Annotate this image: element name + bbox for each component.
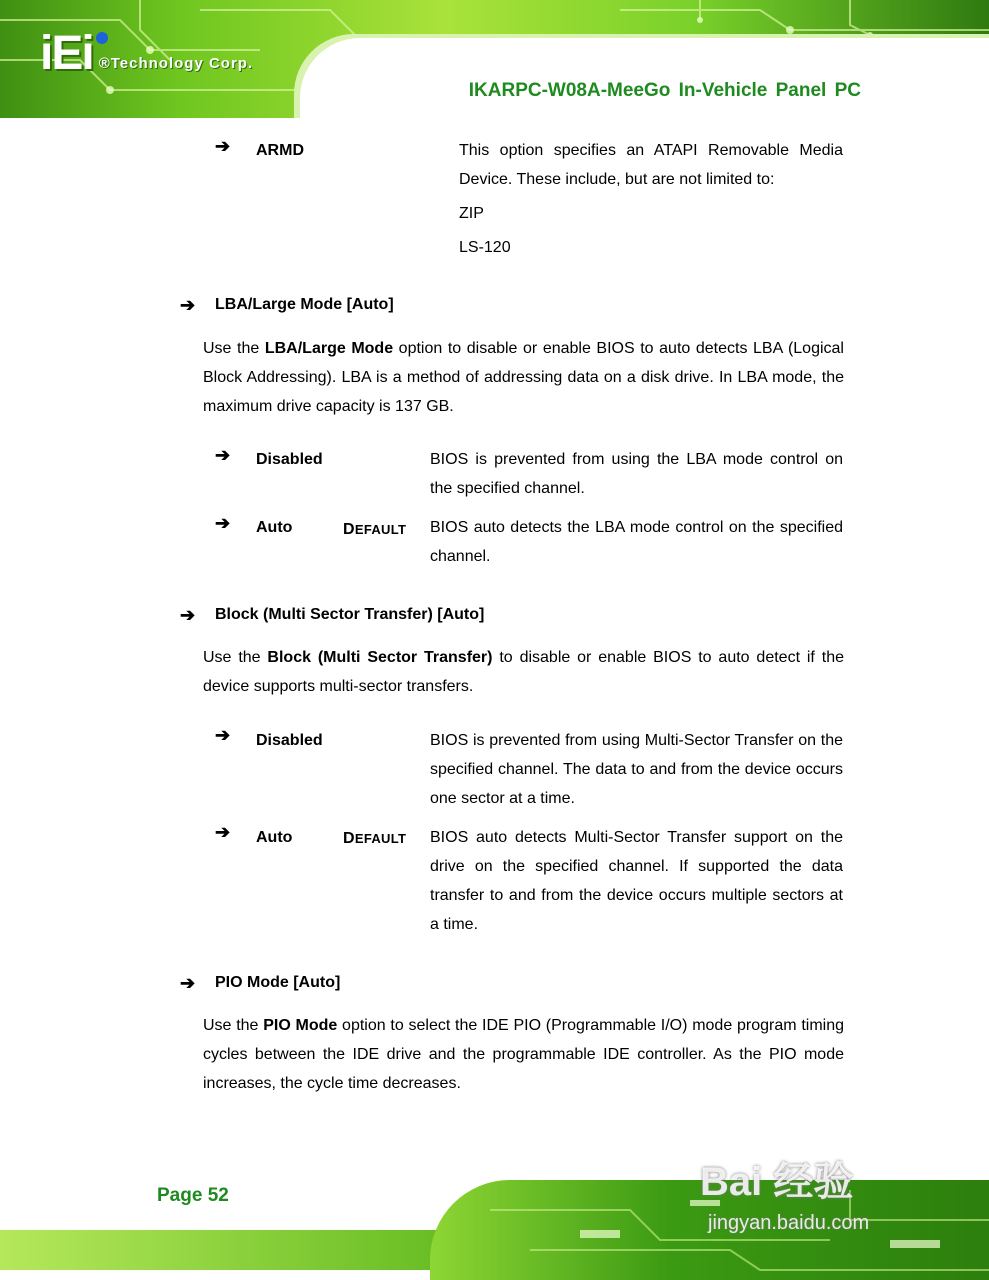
arrow-icon: ➔	[215, 822, 231, 842]
logo-iei-text: iEi	[40, 27, 93, 80]
default-tag	[343, 521, 406, 539]
option-desc-disabled: BIOS is prevented from using Multi-Sector Transfer on the specified channel. The data to and from the device occurs one sector at a time.	[430, 732, 843, 807]
para-suffix: to disable or enable BIOS to auto detect if the device supports multi-sector transfers.	[203, 649, 844, 695]
section-para-lba	[203, 334, 844, 421]
section-heading-block: Block (Multi Sector Transfer) [Auto]	[215, 606, 485, 623]
default-tag-first: D	[343, 830, 355, 847]
para-suffix: option to disable or enable BIOS to auto detects LBA (Logical Block Addressing). LBA is a method of addressing data on a disk drive. In LBA mode, the maximum drive capacity is 137 GB.	[203, 340, 844, 415]
option-desc-auto: BIOS auto detects the LBA mode control on the specified channel.	[430, 519, 843, 565]
arrow-icon: ➔	[180, 605, 196, 625]
arrow-icon: ➔	[215, 513, 231, 533]
para-prefix: Use the	[203, 1017, 264, 1034]
para-bold: PIO Mode	[263, 1017, 338, 1034]
default-tag-rest: EFAULT	[354, 831, 407, 846]
watermark-url: jingyan.baidu.com	[708, 1212, 870, 1234]
section-para-pio	[203, 1011, 844, 1098]
para-bold: Block (Multi Sector Transfer)	[267, 649, 493, 666]
page-number: Page 52	[157, 1185, 229, 1206]
option-desc-armd: This option specifies an ATAPI Removable Media Device. These include, but are not limited to:	[459, 142, 843, 188]
option-label-auto: Auto	[256, 519, 293, 536]
para-bold: LBA/Large Mode	[264, 340, 394, 357]
default-tag	[343, 830, 406, 848]
header-white-panel	[300, 38, 989, 118]
watermark-logo: Bai 经验	[700, 1160, 854, 1204]
para-prefix: Use the	[203, 649, 268, 666]
para-prefix: Use the	[203, 340, 265, 357]
option-label-disabled: Disabled	[256, 732, 323, 749]
para-suffix: option to select the IDE PIO (Programmable I/O) mode program timing cycles between the IDE drive and the programmable IDE controller. As the PIO mode increases, the cycle time decreases.	[203, 1017, 844, 1092]
section-para-block	[203, 643, 844, 701]
arrow-icon: ➔	[180, 973, 196, 993]
company-logo	[40, 27, 254, 80]
section-heading-pio: PIO Mode [Auto]	[215, 974, 341, 991]
option-desc-auto: BIOS auto detects Multi-Sector Transfer support on the drive on the specified channel. If supported the data transfer to and from the device occurs multiple sectors at a time.	[430, 829, 843, 933]
arrow-icon: ➔	[215, 725, 231, 745]
logo-dot-icon	[96, 32, 108, 44]
option-label-auto: Auto	[256, 829, 293, 846]
armd-item-ls120: LS-120	[459, 239, 511, 256]
product-title: IKARPC-W08A-MeeGo In-Vehicle Panel PC	[468, 80, 861, 101]
option-label-armd: ARMD	[256, 142, 304, 159]
default-tag-first: D	[343, 521, 355, 538]
option-desc-disabled: BIOS is prevented from using the LBA mode control on the specified channel.	[430, 451, 843, 497]
arrow-icon: ➔	[180, 295, 196, 315]
armd-item-zip: ZIP	[459, 205, 484, 222]
company-name: ®Technology Corp.	[98, 55, 254, 72]
arrow-icon: ➔	[215, 136, 231, 156]
arrow-icon: ➔	[215, 445, 231, 465]
default-tag-rest: EFAULT	[354, 522, 407, 537]
section-heading-lba: LBA/Large Mode [Auto]	[215, 296, 394, 313]
option-label-disabled: Disabled	[256, 451, 323, 468]
